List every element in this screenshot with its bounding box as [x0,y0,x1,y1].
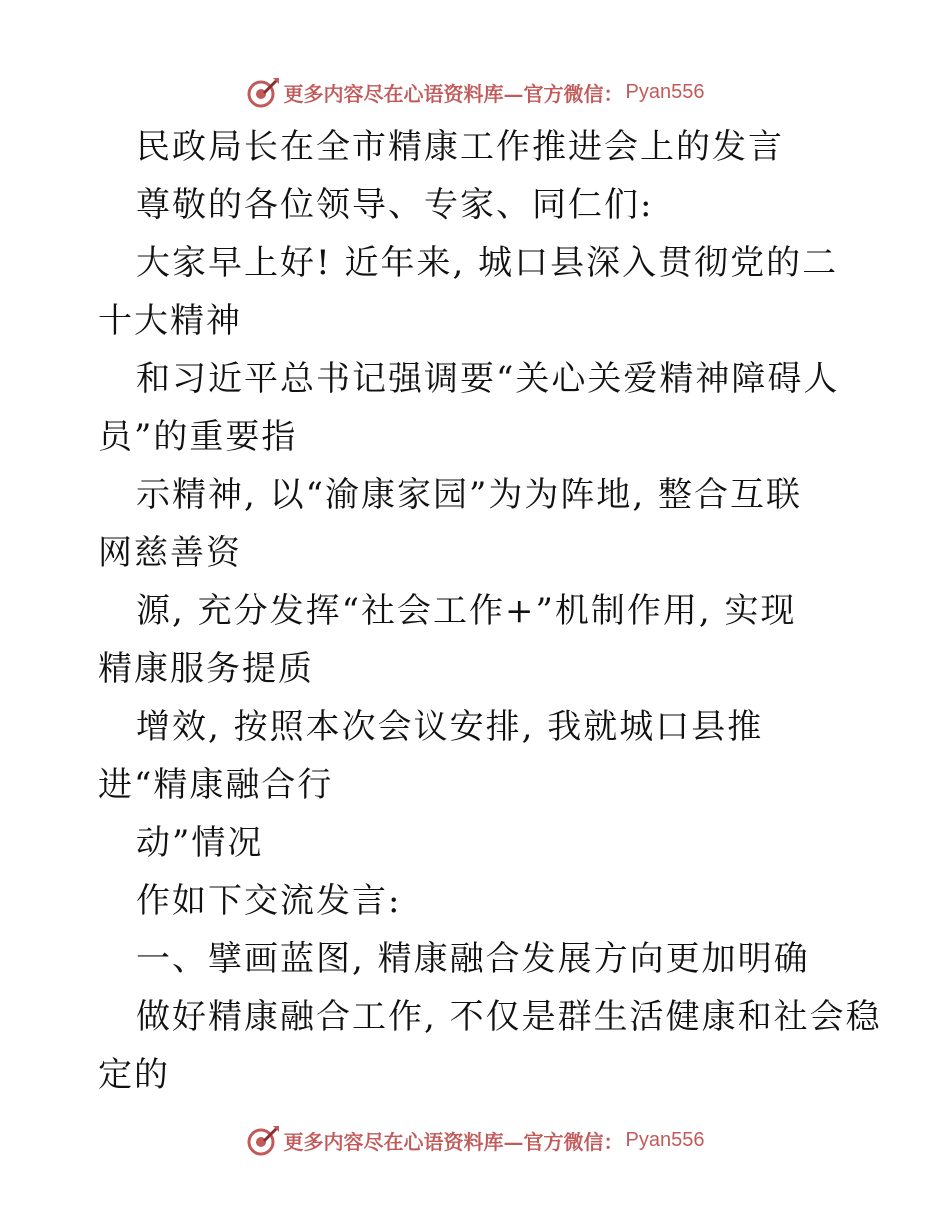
paragraph-line: 和习近平总书记强调要“关心关爱精神障碍人 [136,359,840,399]
section-heading: 一、擘画蓝图, 精康融合发展方向更加明确 [136,939,810,979]
watermark-text: 更多内容尽在心语资料库—官方微信： [283,81,624,106]
logo-icon [246,1123,280,1157]
paragraph-line: 尊敬的各位领导、专家、同仁们: [136,185,654,225]
paragraph-line: 网慈善资 [98,533,242,573]
paragraph-line: 示精神, 以“渝康家园”为为阵地, 整合互联 [136,475,802,515]
paragraph-line: 作如下交流发言: [136,881,402,921]
paragraph-line: 增效, 按照本次会议安排, 我就城口县推 [136,707,764,747]
paragraph-line: 做好精康融合工作, 不仅是群生活健康和社会稳 [136,997,882,1037]
paragraph-line: 大家早上好! 近年来, 城口县深入贯彻党的二 [136,243,839,283]
paragraph-line: 源, 充分发挥“社会工作+”机制作用, 实现 [136,591,797,631]
paragraph-line: 定的 [98,1055,170,1095]
logo-icon [246,75,280,109]
paragraph-line: 员”的重要指 [98,417,298,457]
paragraph-line: 精康服务提质 [98,649,314,689]
paragraph-line: 动”情况 [136,823,264,863]
watermark-header [0,72,950,112]
watermark-footer [0,1120,950,1160]
watermark-handle: Pyan556 [625,80,705,103]
paragraph-line: 十大精神 [98,301,242,341]
paragraph-line: 进“精康融合行 [98,765,334,805]
document-title: 民政局长在全市精康工作推进会上的发言 [136,127,784,167]
watermark-handle: Pyan556 [625,1128,705,1151]
watermark-text: 更多内容尽在心语资料库—官方微信： [283,1129,624,1154]
document-body [98,118,882,1104]
